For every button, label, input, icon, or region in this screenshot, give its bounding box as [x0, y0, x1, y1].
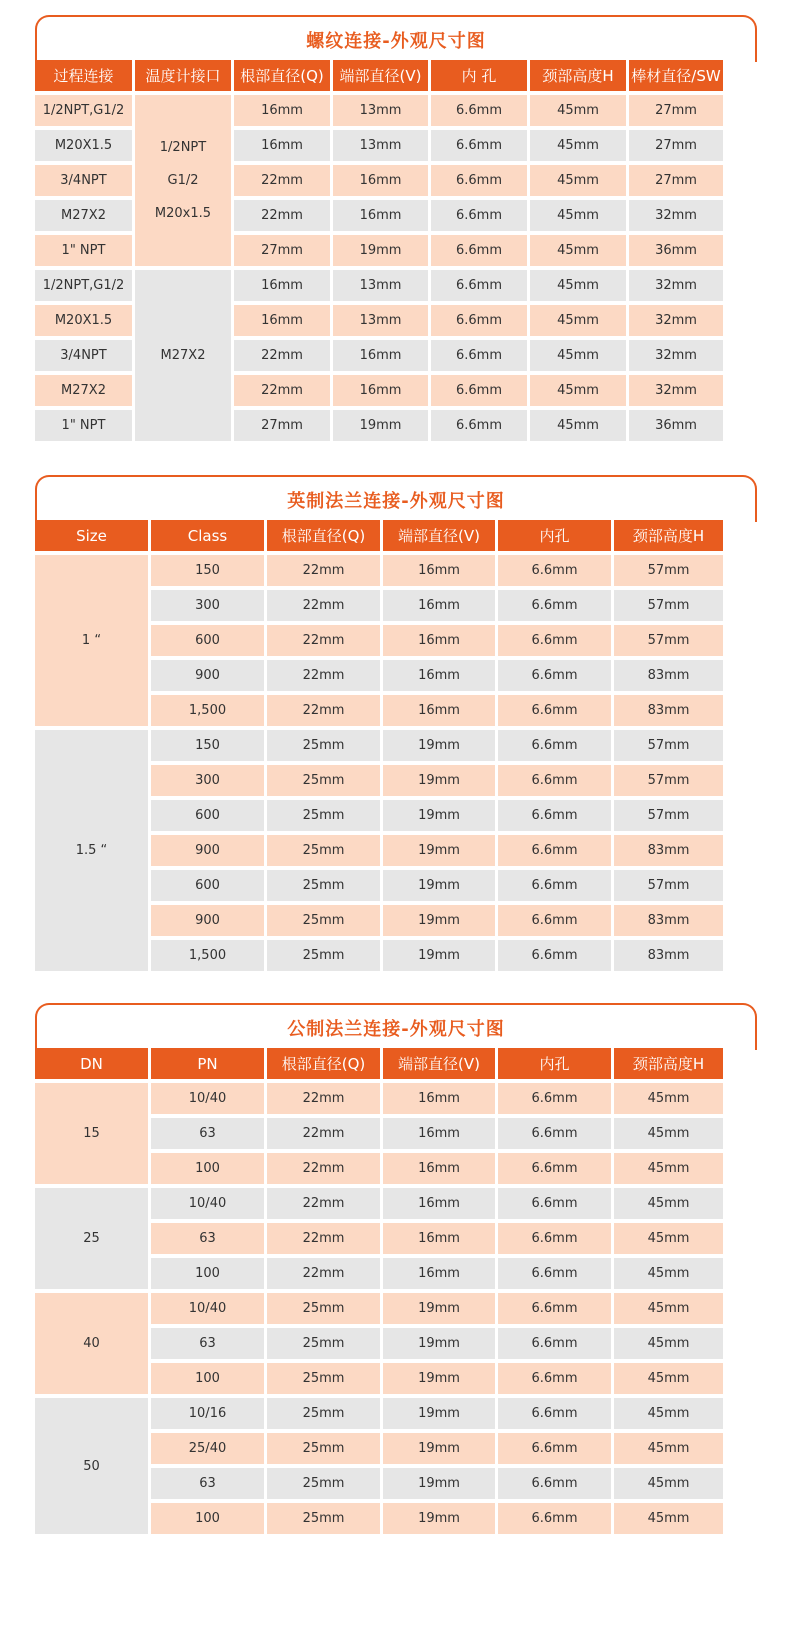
- table-cell: 600: [151, 870, 264, 901]
- table-cell: 45mm: [614, 1468, 723, 1499]
- table-cell: 6.6mm: [498, 730, 611, 761]
- table-cell: 16mm: [383, 1118, 495, 1149]
- table-cell: 25mm: [267, 1398, 380, 1429]
- table-cell: 32mm: [629, 200, 723, 231]
- table-cell: 32mm: [629, 375, 723, 406]
- table-cell: 57mm: [614, 870, 723, 901]
- table-cell: 13mm: [333, 305, 428, 336]
- table-cell: 36mm: [629, 410, 723, 441]
- table-cell: 300: [151, 765, 264, 796]
- table-cell: 16mm: [383, 1083, 495, 1114]
- table-cell: 6.6mm: [498, 590, 611, 621]
- table-cell: 6.6mm: [498, 1223, 611, 1254]
- table-cell: 19mm: [383, 1363, 495, 1394]
- interface-line: 1/2NPT: [159, 140, 207, 155]
- column-header: 端部直径(V): [383, 1048, 495, 1079]
- table-cell: 19mm: [383, 870, 495, 901]
- table-cell: 45mm: [530, 375, 626, 406]
- table-cell: 27mm: [629, 165, 723, 196]
- table-cell: 45mm: [614, 1083, 723, 1114]
- table-cell: 6.6mm: [498, 765, 611, 796]
- table-cell: 6.6mm: [498, 625, 611, 656]
- table-cell: 6.6mm: [498, 800, 611, 831]
- table-cell: 25mm: [267, 800, 380, 831]
- table-cell: 45mm: [614, 1363, 723, 1394]
- metric-flange-title: 公制法兰连接-外观尺寸图: [287, 1018, 505, 1040]
- table-cell: 22mm: [267, 1188, 380, 1219]
- column-header: 颈部高度H: [530, 60, 626, 91]
- table-cell: 45mm: [530, 130, 626, 161]
- table-cell: 6.6mm: [498, 1153, 611, 1184]
- process-connection-cell: M20X1.5: [35, 130, 132, 161]
- table-cell: 16mm: [383, 625, 495, 656]
- table-cell: 300: [151, 590, 264, 621]
- table-cell: 22mm: [267, 1083, 380, 1114]
- table-cell: 57mm: [614, 625, 723, 656]
- table-cell: 57mm: [614, 730, 723, 761]
- table-cell: 16mm: [234, 95, 330, 126]
- table-cell: 22mm: [267, 695, 380, 726]
- table-cell: 6.6mm: [498, 870, 611, 901]
- table-cell: 6.6mm: [498, 1398, 611, 1429]
- group-label-cell: 40: [35, 1293, 148, 1394]
- table-cell: 6.6mm: [498, 695, 611, 726]
- table-cell: 6.6mm: [498, 1328, 611, 1359]
- process-connection-cell: 1/2NPT,G1/2: [35, 95, 132, 126]
- table-cell: 19mm: [383, 835, 495, 866]
- table-cell: 19mm: [383, 800, 495, 831]
- table-cell: 22mm: [267, 660, 380, 691]
- table-cell: 45mm: [530, 340, 626, 371]
- table-cell: 32mm: [629, 270, 723, 301]
- table-cell: 6.6mm: [431, 165, 527, 196]
- interface-line: M27X2: [160, 348, 206, 363]
- table-cell: 150: [151, 555, 264, 586]
- table-cell: 45mm: [530, 235, 626, 266]
- table-cell: 100: [151, 1258, 264, 1289]
- table-cell: 100: [151, 1503, 264, 1534]
- table-cell: 16mm: [333, 165, 428, 196]
- table-cell: 6.6mm: [498, 1468, 611, 1499]
- table-cell: 6.6mm: [498, 1258, 611, 1289]
- table-cell: 6.6mm: [498, 555, 611, 586]
- table-cell: 45mm: [614, 1398, 723, 1429]
- table-cell: 45mm: [614, 1223, 723, 1254]
- table-cell: 27mm: [629, 95, 723, 126]
- table-cell: 16mm: [383, 555, 495, 586]
- table-cell: 45mm: [530, 165, 626, 196]
- table-cell: 600: [151, 625, 264, 656]
- table-cell: 6.6mm: [498, 1118, 611, 1149]
- group-label-cell: 25: [35, 1188, 148, 1289]
- table-cell: 57mm: [614, 590, 723, 621]
- table-cell: 25mm: [267, 1293, 380, 1324]
- table-cell: 6.6mm: [498, 1363, 611, 1394]
- process-connection-cell: M20X1.5: [35, 305, 132, 336]
- table-cell: 45mm: [614, 1328, 723, 1359]
- table-cell: 22mm: [234, 165, 330, 196]
- table-cell: 22mm: [267, 1153, 380, 1184]
- table-cell: 19mm: [383, 1468, 495, 1499]
- table-cell: 16mm: [234, 305, 330, 336]
- column-header: 棒材直径/SW: [629, 60, 723, 91]
- table-cell: 6.6mm: [431, 270, 527, 301]
- table-cell: 1,500: [151, 940, 264, 971]
- table-cell: 25mm: [267, 835, 380, 866]
- table-cell: 19mm: [333, 410, 428, 441]
- process-connection-cell: M27X2: [35, 200, 132, 231]
- table-cell: 6.6mm: [498, 1433, 611, 1464]
- table-cell: 19mm: [333, 235, 428, 266]
- table-cell: 25/40: [151, 1433, 264, 1464]
- table-cell: 22mm: [267, 590, 380, 621]
- table-cell: 45mm: [614, 1503, 723, 1534]
- table-cell: 19mm: [383, 1503, 495, 1534]
- table-cell: 22mm: [267, 555, 380, 586]
- table-cell: 45mm: [614, 1153, 723, 1184]
- table-cell: 100: [151, 1153, 264, 1184]
- threaded-connection-title-box: [35, 15, 757, 62]
- thermometer-interface-cell: [135, 95, 231, 266]
- table-cell: 63: [151, 1328, 264, 1359]
- table-cell: 45mm: [614, 1188, 723, 1219]
- table-cell: 19mm: [383, 1433, 495, 1464]
- table-cell: 6.6mm: [498, 1188, 611, 1219]
- table-cell: 16mm: [383, 1223, 495, 1254]
- table-cell: 10/40: [151, 1083, 264, 1114]
- table-cell: 16mm: [383, 695, 495, 726]
- column-header: 内孔: [498, 1048, 611, 1079]
- table-cell: 10/40: [151, 1188, 264, 1219]
- table-cell: 1,500: [151, 695, 264, 726]
- group-label-cell: 50: [35, 1398, 148, 1534]
- column-header: 颈部高度H: [614, 520, 723, 551]
- column-header: Size: [35, 520, 148, 551]
- table-cell: 10/16: [151, 1398, 264, 1429]
- table-cell: 19mm: [383, 1328, 495, 1359]
- table-cell: 27mm: [234, 235, 330, 266]
- table-cell: 900: [151, 905, 264, 936]
- table-cell: 6.6mm: [431, 375, 527, 406]
- table-cell: 63: [151, 1468, 264, 1499]
- table-cell: 600: [151, 800, 264, 831]
- table-cell: 16mm: [383, 1153, 495, 1184]
- process-connection-cell: 1" NPT: [35, 235, 132, 266]
- table-cell: 45mm: [530, 410, 626, 441]
- table-cell: 25mm: [267, 940, 380, 971]
- table-cell: 83mm: [614, 905, 723, 936]
- interface-line: M20x1.5: [154, 206, 212, 221]
- table-cell: 22mm: [234, 340, 330, 371]
- table-cell: 6.6mm: [431, 235, 527, 266]
- process-connection-cell: M27X2: [35, 375, 132, 406]
- table-cell: 16mm: [234, 130, 330, 161]
- table-cell: 16mm: [333, 200, 428, 231]
- table-cell: 32mm: [629, 340, 723, 371]
- table-cell: 19mm: [383, 940, 495, 971]
- table-cell: 22mm: [234, 375, 330, 406]
- table-cell: 6.6mm: [498, 1293, 611, 1324]
- table-cell: 83mm: [614, 835, 723, 866]
- table-cell: 25mm: [267, 1433, 380, 1464]
- group-label-cell: 1 “: [35, 555, 148, 726]
- column-header: DN: [35, 1048, 148, 1079]
- table-cell: 22mm: [267, 1223, 380, 1254]
- table-cell: 6.6mm: [431, 340, 527, 371]
- table-cell: 16mm: [383, 1188, 495, 1219]
- table-cell: 100: [151, 1363, 264, 1394]
- interface-line: G1/2: [167, 173, 199, 188]
- group-label-cell: 1.5 “: [35, 730, 148, 971]
- table-cell: 19mm: [383, 905, 495, 936]
- column-header: 内 孔: [431, 60, 527, 91]
- table-cell: 45mm: [614, 1433, 723, 1464]
- table-cell: 19mm: [383, 1398, 495, 1429]
- column-header: 根部直径(Q): [234, 60, 330, 91]
- table-cell: 900: [151, 835, 264, 866]
- table-cell: 45mm: [530, 270, 626, 301]
- table-cell: 22mm: [267, 1258, 380, 1289]
- metric-flange-title-box: [35, 1003, 757, 1050]
- table-cell: 57mm: [614, 555, 723, 586]
- table-cell: 25mm: [267, 870, 380, 901]
- table-cell: 6.6mm: [498, 660, 611, 691]
- table-cell: 25mm: [267, 1363, 380, 1394]
- table-cell: 25mm: [267, 905, 380, 936]
- table-cell: 16mm: [383, 590, 495, 621]
- table-cell: 22mm: [267, 1118, 380, 1149]
- table-cell: 16mm: [333, 340, 428, 371]
- table-cell: 13mm: [333, 95, 428, 126]
- table-cell: 6.6mm: [498, 1503, 611, 1534]
- table-cell: 22mm: [267, 625, 380, 656]
- table-cell: 16mm: [234, 270, 330, 301]
- table-cell: 6.6mm: [431, 95, 527, 126]
- table-cell: 45mm: [614, 1258, 723, 1289]
- column-header: 过程连接: [35, 60, 132, 91]
- imperial-flange-title: 英制法兰连接-外观尺寸图: [287, 490, 505, 512]
- thermometer-interface-cell: [135, 270, 231, 441]
- table-cell: 45mm: [530, 95, 626, 126]
- column-header: 根部直径(Q): [267, 520, 380, 551]
- table-cell: 13mm: [333, 270, 428, 301]
- table-cell: 25mm: [267, 1503, 380, 1534]
- process-connection-cell: 1" NPT: [35, 410, 132, 441]
- table-cell: 16mm: [333, 375, 428, 406]
- table-cell: 16mm: [383, 1258, 495, 1289]
- column-header: 根部直径(Q): [267, 1048, 380, 1079]
- table-cell: 83mm: [614, 940, 723, 971]
- table-cell: 19mm: [383, 730, 495, 761]
- column-header: 端部直径(V): [333, 60, 428, 91]
- column-header: 内孔: [498, 520, 611, 551]
- table-cell: 25mm: [267, 1328, 380, 1359]
- table-cell: 83mm: [614, 660, 723, 691]
- table-cell: 6.6mm: [431, 305, 527, 336]
- process-connection-cell: 1/2NPT,G1/2: [35, 270, 132, 301]
- table-cell: 63: [151, 1118, 264, 1149]
- table-cell: 45mm: [530, 200, 626, 231]
- table-cell: 63: [151, 1223, 264, 1254]
- table-cell: 45mm: [614, 1293, 723, 1324]
- table-cell: 27mm: [234, 410, 330, 441]
- table-cell: 45mm: [614, 1118, 723, 1149]
- table-cell: 6.6mm: [498, 905, 611, 936]
- imperial-flange-title-box: [35, 475, 757, 522]
- table-cell: 150: [151, 730, 264, 761]
- table-cell: 16mm: [383, 660, 495, 691]
- table-cell: 83mm: [614, 695, 723, 726]
- column-header: 端部直径(V): [383, 520, 495, 551]
- column-header: 温度计接口: [135, 60, 231, 91]
- table-cell: 6.6mm: [498, 835, 611, 866]
- table-cell: 36mm: [629, 235, 723, 266]
- table-cell: 6.6mm: [498, 940, 611, 971]
- column-header: 颈部高度H: [614, 1048, 723, 1079]
- group-label-cell: 15: [35, 1083, 148, 1184]
- table-cell: 25mm: [267, 1468, 380, 1499]
- table-cell: 6.6mm: [431, 410, 527, 441]
- table-cell: 27mm: [629, 130, 723, 161]
- table-cell: 57mm: [614, 800, 723, 831]
- table-cell: 900: [151, 660, 264, 691]
- table-cell: 25mm: [267, 730, 380, 761]
- column-header: Class: [151, 520, 264, 551]
- table-cell: 19mm: [383, 765, 495, 796]
- table-cell: 25mm: [267, 765, 380, 796]
- process-connection-cell: 3/4NPT: [35, 340, 132, 371]
- table-cell: 57mm: [614, 765, 723, 796]
- column-header: PN: [151, 1048, 264, 1079]
- threaded-connection-title: 螺纹连接-外观尺寸图: [306, 30, 486, 52]
- table-cell: 6.6mm: [498, 1083, 611, 1114]
- table-cell: 13mm: [333, 130, 428, 161]
- table-cell: 10/40: [151, 1293, 264, 1324]
- table-cell: 19mm: [383, 1293, 495, 1324]
- table-cell: 6.6mm: [431, 200, 527, 231]
- table-cell: 32mm: [629, 305, 723, 336]
- table-cell: 45mm: [530, 305, 626, 336]
- process-connection-cell: 3/4NPT: [35, 165, 132, 196]
- table-cell: 6.6mm: [431, 130, 527, 161]
- table-cell: 22mm: [234, 200, 330, 231]
